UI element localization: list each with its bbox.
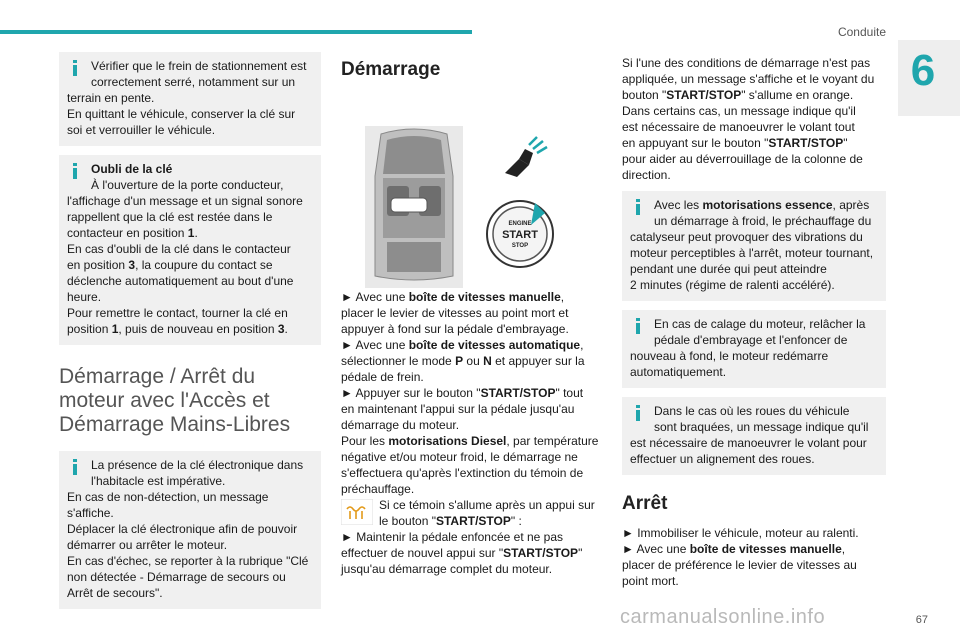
text-line: En cas d'échec, se reporter à la rubrique "Clé — [67, 554, 309, 568]
hand-key-icon — [495, 131, 551, 187]
text-line: effectuer de nouvel appui sur "START/STOP" — [341, 546, 583, 560]
text-line: Dans le cas où les roues du véhicule — [654, 404, 850, 418]
text-line: nouveau à fond, le moteur redémarre — [630, 349, 829, 363]
info-icon — [67, 60, 83, 76]
text-line: en appuyant sur le bouton "START/STOP" — [622, 136, 848, 150]
text-line: Pour les motorisations Diesel, par température — [341, 434, 599, 448]
text-line: pédale de frein. — [341, 370, 424, 384]
text-line: ► Avec une boîte de vitesses manuelle, — [622, 542, 846, 556]
text-line: terrain en pente. — [67, 91, 155, 105]
text-line: En quittant le véhicule, conserver la clé sur — [67, 107, 296, 121]
text-line: point mort. — [622, 574, 679, 588]
text-line: ► Immobiliser le véhicule, moteur au ralenti. — [622, 526, 859, 540]
tip-forgotten-key — [59, 155, 321, 345]
text-line: déclenche automatiquement au bout d'une — [67, 274, 294, 288]
text-line: s'effectuera qu'après l'extinction du témoin de — [341, 466, 584, 480]
text-line: En cas de calage du moteur, relâcher la — [654, 317, 866, 331]
text-line: ► Avec une boîte de vitesses manuelle, — [341, 290, 565, 304]
text-line: À l'ouverture de la porte conducteur, — [91, 178, 284, 192]
text-line: ► Avec une boîte de vitesses automatique, — [341, 338, 584, 352]
car-top-view-icon — [365, 126, 463, 288]
tip-title: Oubli de la clé — [91, 162, 173, 176]
heading-line: Démarrage Mains-Libres — [59, 413, 291, 436]
text-line: sont braquées, un message indique qu'il — [654, 420, 869, 434]
heading-line: moteur avec l'Accès et — [59, 389, 270, 412]
text-line: pendant une durée qui peut atteindre — [630, 262, 827, 276]
text-line: Avec les motorisations essence, après — [654, 198, 870, 212]
button-label-start: START — [502, 229, 538, 241]
text-line: en maintenant l'appui sur la pédale jusqu'au — [341, 402, 575, 416]
text-line: démarrage du moteur. — [341, 418, 460, 432]
text-line: est nécessaire de manoeuvrer le volant pour — [630, 436, 867, 450]
chapter-tab — [898, 40, 960, 116]
text-line: l'affichage d'un message et un signal sonore — [67, 194, 303, 208]
start-illustration — [341, 91, 603, 279]
text-line: moteur perceptibles à l'arrêt, moteur tournant, — [630, 246, 874, 260]
column-1 — [59, 52, 321, 618]
tip-wheels-turned — [622, 397, 886, 475]
text-line: En cas d'oubli de la clé dans le contacteur — [67, 242, 291, 256]
text-line: un démarrage à froid, le préchauffage du — [654, 214, 872, 228]
text-line: placer de préférence le levier de vitesses au — [622, 558, 857, 572]
text-line: heure. — [67, 290, 102, 304]
chapter-number: 6 — [910, 46, 936, 95]
tip-electronic-key — [59, 451, 321, 609]
button-label-stop: STOP — [511, 243, 529, 249]
text-line: négative et/ou moteur froid, le démarrage ne — [341, 450, 578, 464]
section-title: Conduite — [837, 25, 886, 39]
text-line: préchauffage. — [341, 482, 415, 496]
text-line: placer le levier de vitesses au point mort et — [341, 306, 569, 320]
text-line: ► Maintenir la pédale enfoncée et ne pas — [341, 530, 564, 544]
text-line: catalyseur peut provoquer des vibrations du — [630, 230, 863, 244]
info-icon — [630, 199, 646, 215]
text-line: soi et verrouiller le véhicule. — [67, 123, 216, 137]
text-line: appuyer à fond sur la pédale d'embrayage. — [341, 322, 569, 336]
preheat-note — [341, 497, 603, 529]
text-line: correctement serré, notamment sur un — [91, 75, 296, 89]
watermark: carmanualsonline.info — [620, 606, 826, 628]
text-line: en position 3, la coupure du contact se — [67, 258, 273, 272]
page-number: 67 — [915, 614, 928, 626]
text-line: La présence de la clé électronique dans — [91, 458, 304, 472]
text-line: pour aider au déverrouillage de la colonne de — [622, 152, 863, 166]
text-line: Si ce témoin s'allume après un appui sur — [379, 498, 595, 512]
text-line: Dans certains cas, un message indique qu'il — [622, 104, 856, 118]
text-line: Pour remettre le contact, tourner la clé en — [67, 306, 288, 320]
preheating-warning-icon — [341, 499, 373, 525]
header-accent-bar — [0, 30, 472, 34]
text-line: est nécessaire de manoeuvrer le volant tout — [622, 120, 855, 134]
info-icon — [67, 163, 83, 179]
info-icon — [630, 405, 646, 421]
column-3 — [622, 55, 886, 589]
text-line: non détectée - Démarrage de secours ou — [67, 570, 286, 584]
text-line: En cas de non-détection, un message — [67, 490, 269, 504]
text-line: Vérifier que le frein de stationnement est — [91, 59, 307, 73]
text-line: pédale d'embrayage et l'enfoncer de — [654, 333, 848, 347]
text-line: ► Appuyer sur le bouton "START/STOP" tout — [341, 386, 584, 400]
tip-parking-brake — [59, 52, 321, 146]
text-line: effectuer un alignement des roues. — [630, 452, 815, 466]
text-line: démarrer ou arrêter le moteur. — [67, 538, 228, 552]
text-line: bouton "START/STOP" s'allume en orange. — [622, 88, 854, 102]
text-line: appliquée, un message s'affiche et le voyant du — [622, 72, 875, 86]
text-line: Déplacer la clé électronique afin de pouvoir — [67, 522, 298, 536]
text-line: le bouton "START/STOP" : — [379, 514, 522, 528]
heading-line: Démarrage / Arrêt du — [59, 365, 256, 388]
section-heading-stop: Arrêt — [622, 493, 668, 514]
text-line: Si l'une des conditions de démarrage n'est pas — [622, 56, 871, 70]
text-line: Arrêt de secours". — [67, 586, 163, 600]
button-label-engine: ENGINE — [508, 221, 532, 227]
info-icon — [67, 459, 83, 475]
text-line: direction. — [622, 168, 671, 182]
start-conditions-paragraph — [622, 55, 886, 183]
section-heading-keyless — [59, 365, 321, 437]
section-heading-start: Démarrage — [341, 59, 441, 80]
text-line: position 1, puis de nouveau en position 3. — [67, 322, 288, 336]
text-line: contacteur en position 1. — [67, 226, 198, 240]
text-line: automatiquement. — [630, 365, 727, 379]
column-2 — [341, 55, 603, 577]
text-line: rappellent que la clé est restée dans le — [67, 210, 273, 224]
tip-engine-stall — [622, 310, 886, 388]
text-line: l'habitacle est impérative. — [91, 474, 226, 488]
text-line: sélectionner le mode P ou N et appuyer sur la — [341, 354, 585, 368]
tip-petrol-engines — [622, 191, 886, 301]
text-line: jusqu'au démarrage complet du moteur. — [341, 562, 553, 576]
info-icon — [630, 318, 646, 334]
text-line: s'affiche. — [67, 506, 114, 520]
text-line: 2 minutes (régime de ralenti accéléré). — [630, 278, 835, 292]
